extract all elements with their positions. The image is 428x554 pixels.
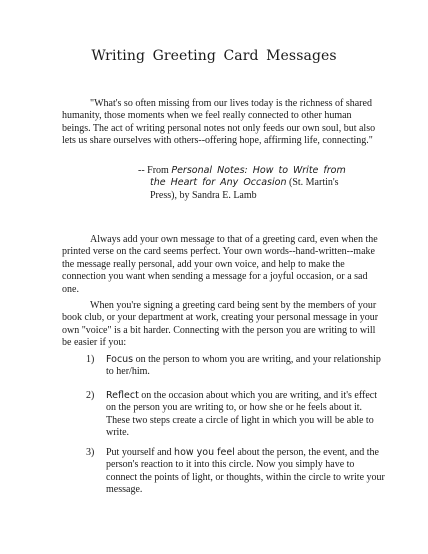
list-number: 3)	[86, 447, 95, 458]
list-number: 2)	[86, 390, 95, 401]
list-keyword: how you feel	[174, 447, 235, 458]
citation-publisher-part2: Press), by Sandra E. Lamb	[150, 189, 257, 201]
list-item-body	[86, 354, 386, 379]
list-item-body	[86, 390, 386, 440]
page-title: Writing Greeting Card Messages	[91, 48, 337, 64]
list-text: about the person, the event, and the person's reaction to it into this circle. Now you simply have to connect the points of light, or thoughts, within the circle to write your message.	[106, 447, 385, 496]
list-item-2	[86, 390, 386, 440]
citation-publisher-part1: (St. Martin's	[286, 177, 339, 189]
list-number: 1)	[86, 354, 95, 365]
list-prefix: Put yourself and	[106, 447, 175, 458]
quote-citation	[138, 165, 388, 202]
body-paragraph-1: Always add your own message to that of a greeting card, even when the printed verse on the card seems perfect. Your own words--hand-written--make the message really personal, add your own voice, and help to make the connection you want when sending a message for a joyful occasion, or a sad one.	[62, 234, 378, 295]
citation-book-title-line2: the Heart for Any Occasion	[150, 177, 287, 189]
list-item-body	[86, 447, 386, 497]
citation-book-title-line1: Personal Notes: How to Write from	[171, 165, 346, 176]
citation-prefix: -- From	[138, 165, 172, 176]
list-keyword: Focus	[106, 354, 134, 365]
list-keyword: Reflect	[106, 390, 139, 401]
opening-quote: "What's so often missing from our lives today is the richness of shared humanity, those moments when we feel really connected to other human beings. The act of writing personal notes not only feeds our own soul, but also lets us share ourselves with others--offering hope, affirming life, connecting."	[62, 98, 376, 147]
list-text: on the occasion about which you are writing, and it's effect on the person you are writing to, or how she or he feels about it. These two steps create a circle of light in which you will be able to write.	[106, 390, 378, 439]
list-text: on the person to whom you are writing, and your relationship to her/him.	[106, 354, 381, 378]
citation-line2	[138, 177, 388, 189]
list-item-1	[86, 354, 386, 379]
list-item-3	[86, 447, 386, 497]
body-paragraph-2: When you're signing a greeting card being sent by the members of your book club, or your department at work, creating your personal message in your own "voice" is a bit harder. Connecting with the person you are writing to will be easier if you:	[62, 300, 379, 349]
